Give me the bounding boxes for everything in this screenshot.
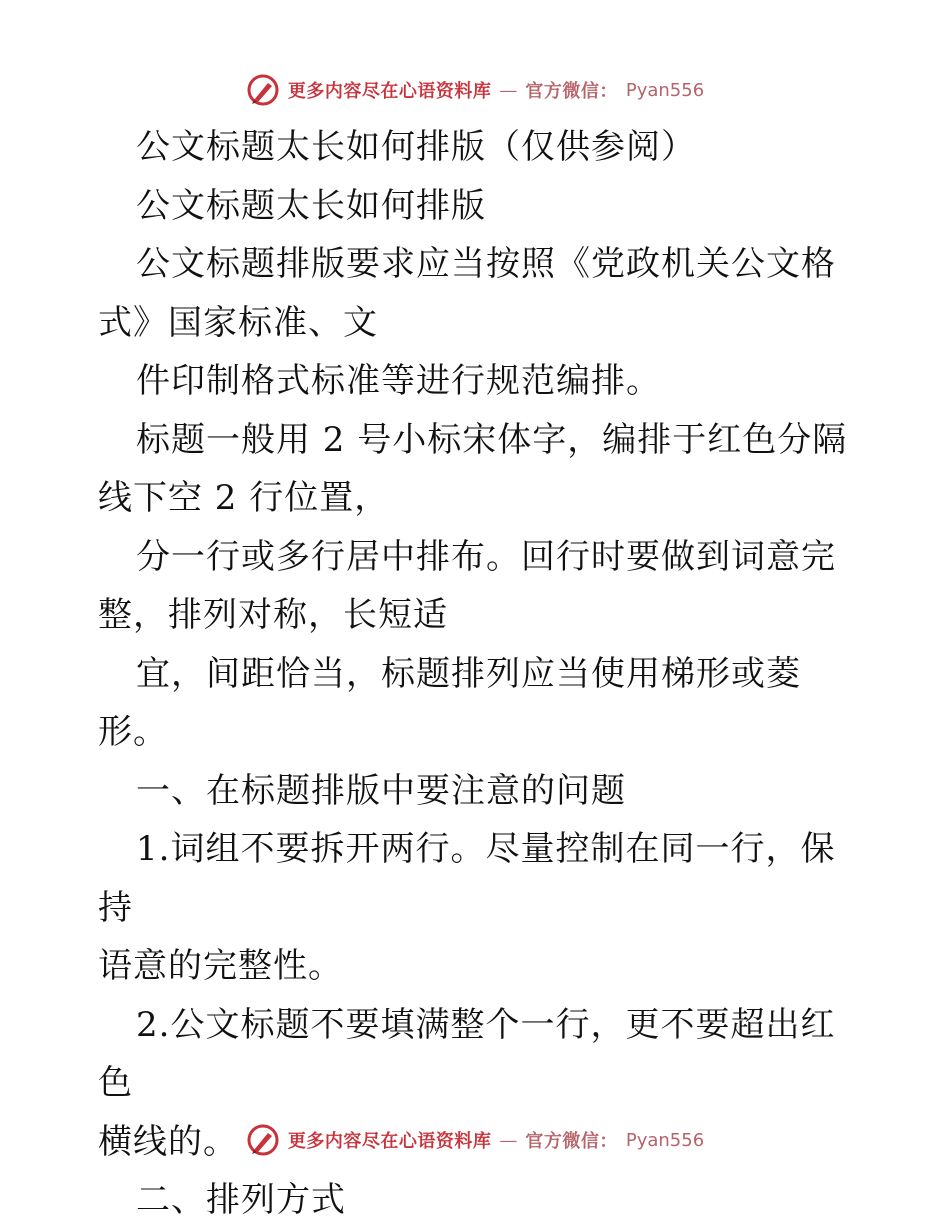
watermark-wechat-id: Pyan556 bbox=[625, 1129, 705, 1151]
doc-line: 2.公文标题不要填满整个一行，更不要超出红色 bbox=[98, 1004, 836, 1103]
header-watermark bbox=[0, 70, 950, 110]
doc-line: 整，排列对称，长短适 bbox=[98, 595, 448, 635]
watermark-title: 更多内容尽在心语资料库 bbox=[287, 1131, 492, 1152]
doc-line: 标题一般用 2 号小标宋体字，编排于红色分隔 bbox=[136, 419, 848, 460]
watermark-wechat-id: Pyan556 bbox=[625, 79, 705, 101]
doc-line: 二、排列方式 bbox=[136, 1180, 346, 1220]
doc-line: 线下空 2 行位置， bbox=[98, 478, 390, 518]
doc-line: 公文标题排版要求应当按照《党政机关公文格 bbox=[136, 244, 836, 284]
footer-watermark bbox=[0, 1120, 950, 1160]
doc-line: 公文标题太长如何排版 bbox=[136, 185, 486, 226]
document-body bbox=[98, 118, 858, 1230]
pen-logo-icon bbox=[246, 1123, 280, 1157]
watermark-dash: — bbox=[499, 79, 518, 101]
doc-line: 一、在标题排版中要注意的问题 bbox=[136, 770, 626, 811]
watermark-wechat-label: 官方微信： bbox=[525, 1131, 618, 1152]
doc-line: 语意的完整性。 bbox=[98, 946, 343, 986]
doc-line: 公文标题太长如何排版（仅供参阅） bbox=[136, 127, 696, 167]
watermark-wechat-label: 官方微信： bbox=[525, 81, 618, 102]
doc-line: 式》国家标准、文 bbox=[98, 302, 378, 343]
doc-line: 件印制格式标准等进行规范编排。 bbox=[136, 361, 661, 401]
pen-logo-icon bbox=[246, 73, 280, 107]
doc-line: 横线的。 bbox=[98, 1121, 238, 1162]
doc-line: 分一行或多行居中排布。回行时要做到词意完 bbox=[136, 536, 836, 577]
watermark-title: 更多内容尽在心语资料库 bbox=[287, 81, 492, 102]
doc-line: 1.词组不要拆开两行。尽量控制在同一行，保持 bbox=[98, 829, 836, 928]
watermark-dash: — bbox=[499, 1129, 518, 1151]
doc-line: 宜，间距恰当，标题排列应当使用梯形或菱形。 bbox=[98, 653, 801, 752]
